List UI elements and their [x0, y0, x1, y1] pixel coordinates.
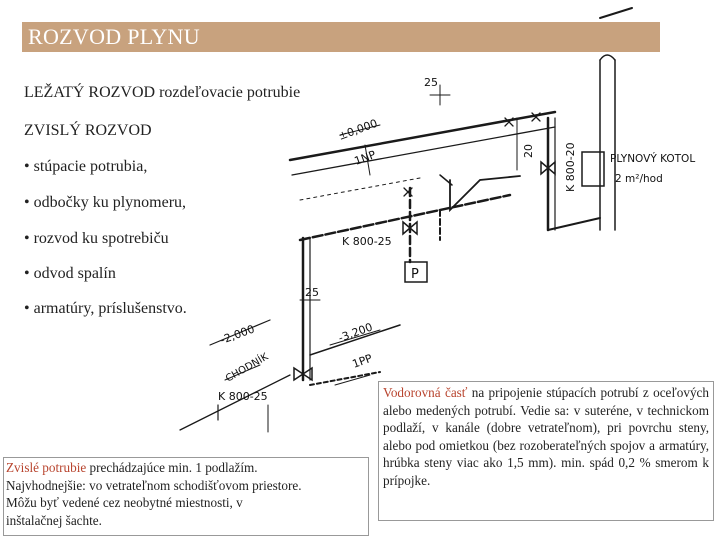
top-marker-line [600, 8, 632, 18]
valve-k800-25-mid-label: K 800-25 [342, 235, 392, 248]
horizontal-note-text2: Vedie sa: v suteréne, v technickom podlaží, v kanále (dobre vetrateľnom), pri povrchu steny, alebo pod omietkou (bez rozoberateľných spojov a armatúry, hrúbka steny viac ako 1,5 mm). [383, 402, 709, 470]
vertical-note-text4: inštalačnej šachte. [6, 512, 102, 528]
boiler-label-2: 2 m²/hod [615, 173, 663, 185]
vertical-distribution-label: ZVISLÝ ROZVOD [24, 122, 152, 139]
horizontal-note-text1: na pripojenie stúpacích potrubí z oceľových alebo medených potrubí. [383, 385, 709, 418]
vertical-note-text2: Najvhodnejšie: vo vetrateľnom schodišťovom priestore. [6, 477, 302, 493]
pipe-1pp-label: 1PP [350, 351, 375, 371]
sidewalk-label: CHODNÍK [224, 351, 271, 385]
vertical-note-text3: Môžu byť vedené cez neobytné miestnosti, v [6, 495, 243, 510]
dim-20-label: 20 [522, 144, 535, 158]
valve-k800-20-label: K 800-20 [564, 142, 577, 192]
list-item: • odbočky ku plynomeru, [24, 194, 187, 211]
upper-slope-pipe [290, 112, 555, 160]
meter-label: P [411, 267, 419, 282]
pipe-1np-label: 1NP [352, 148, 378, 168]
valve-k800-25-bottom-label: K 800-25 [218, 390, 268, 403]
vertical-note-highlight: Zvislé potrubie [6, 460, 87, 475]
horizontal-note-text3: min. spád 0,2 % smerom k prípojke. [383, 455, 709, 488]
diagram-labels [218, 76, 695, 403]
list-item: • odvod spalín [24, 265, 116, 282]
list-item: • rozvod ku spotrebiču [24, 230, 169, 247]
horizontal-pipe-note [378, 381, 714, 521]
vertical-pipe-note [3, 457, 369, 536]
horizontal-description: rozdeľovacie potrubie [159, 84, 301, 101]
horizontal-distribution-line [24, 84, 300, 102]
elevation-neg2-label: -2,000 [218, 322, 257, 347]
dim-25-top-label: 25 [424, 76, 438, 89]
elevation-neg3-label: -3,200 [336, 320, 375, 345]
elevation-zero-label: ±0,000 [336, 116, 380, 143]
list-item: • armatúry, príslušenstvo. [24, 300, 187, 317]
vertical-note-text1: prechádzajúce min. 1 podlažím. [86, 460, 258, 475]
list-item: • stúpacie potrubia, [24, 158, 148, 175]
page-title: ROZVOD PLYNU [28, 24, 200, 49]
dim-25-mid-label: 25 [305, 286, 319, 299]
boiler-label-1: PLYNOVÝ KOTOL [610, 153, 696, 165]
horizontal-label: LEŽATÝ ROZVOD [24, 84, 156, 101]
horizontal-note-highlight: Vodorovná časť [383, 385, 468, 400]
